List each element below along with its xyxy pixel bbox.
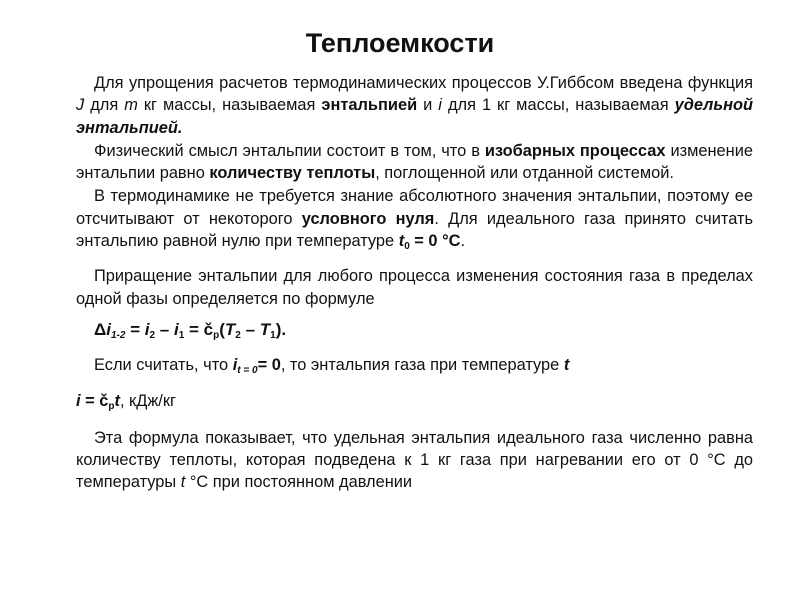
- subscript: 2: [235, 329, 241, 341]
- term-specific-enthalpy: удельной энтальпией.: [76, 96, 753, 137]
- operator: (: [219, 319, 225, 339]
- slide-body: [76, 72, 753, 494]
- symbol-c: č: [99, 391, 109, 410]
- subscript: р: [213, 329, 220, 341]
- symbol-t: t: [180, 473, 186, 492]
- slide-title: Теплоемкости: [305, 28, 495, 58]
- symbol-t: t: [114, 391, 120, 410]
- subscript: 1-2: [110, 329, 126, 341]
- paragraph-enthalpy-increment: Приращение энтальпии для любого процесса изменения состояния газа в пределах одной фазы определяется по формуле: [76, 267, 753, 308]
- value: = 0 °С: [409, 232, 461, 251]
- paragraph-physical-meaning: [76, 140, 753, 185]
- symbol-J: J: [76, 96, 85, 115]
- subscript: t = 0: [237, 365, 258, 377]
- text: , поглощенной или отданной системой.: [375, 164, 674, 183]
- symbol-i: i: [76, 391, 81, 410]
- operator: =: [184, 319, 204, 339]
- text: Для упрощения расчетов термодинамических процессов У.Гиббсом введена функция: [94, 74, 753, 92]
- symbol-i: i: [232, 356, 238, 375]
- text: изменение энтальпии равно: [76, 141, 753, 183]
- operator: –: [155, 319, 174, 339]
- paragraph-zero-condition: [76, 354, 753, 382]
- text: Физический смысл энтальпии состоит в том, что в: [94, 141, 485, 160]
- symbol-m: m: [124, 96, 138, 115]
- subscript: 1: [270, 329, 276, 341]
- operator: =: [125, 319, 145, 339]
- symbol-i: i: [173, 319, 179, 339]
- operator: =: [80, 391, 100, 410]
- text: для 1 кг массы, называемая: [441, 96, 675, 115]
- formula-specific-enthalpy: [76, 390, 753, 418]
- term-heat-quantity: количеству теплоты: [209, 164, 376, 183]
- symbol-i: i: [106, 319, 111, 339]
- text: Эта формула показывает, что удельная энтальпия идеального газа численно равна количеству теплоты, которая подведена к 1 кг газа при нагревании его от 0 °С до температуры: [76, 428, 753, 492]
- delta-symbol: Δ: [94, 319, 107, 339]
- term-isobaric-processes: изобарных процессах: [484, 141, 666, 160]
- text: , то энтальпия газа при температуре: [280, 356, 564, 375]
- text: Если считать, что: [94, 356, 233, 375]
- term-enthalpy: энтальпией: [321, 96, 418, 115]
- text: . Для идеального газа принято считать энтальпию равной нулю при температуре: [76, 209, 753, 251]
- symbol-T: T: [224, 319, 236, 339]
- subscript: 2: [149, 329, 156, 341]
- operator: –: [240, 319, 260, 339]
- text: .: [460, 232, 466, 251]
- value: = 0: [257, 356, 281, 375]
- formula-enthalpy-change: [76, 319, 753, 347]
- symbol-t: t: [563, 356, 570, 375]
- subscript: 0: [404, 241, 410, 253]
- paragraph-gibbs-function: [76, 72, 753, 139]
- text: для: [84, 96, 125, 115]
- subscript: 1: [178, 329, 185, 341]
- text: °С при постоянном давлении: [185, 473, 413, 492]
- text: кг массы, называемая: [137, 96, 322, 115]
- text: В термодинамике не требуется знание абсолютного значения энтальпии, поэтому ее отсчитывают от некоторого: [76, 187, 753, 228]
- unit: , кДж/кг: [119, 391, 176, 410]
- text: и: [417, 96, 439, 115]
- symbol-c: č: [203, 319, 214, 339]
- operator: ).: [275, 319, 287, 339]
- symbol-i: i: [144, 319, 150, 339]
- paragraph-conclusion: [76, 427, 753, 494]
- term-conditional-zero: условного нуля: [301, 209, 435, 228]
- symbol-i: i: [438, 96, 442, 115]
- symbol-T: T: [259, 319, 271, 339]
- symbol-t: t: [398, 232, 405, 251]
- subscript: р: [108, 400, 115, 412]
- paragraph-reference-zero: [76, 185, 753, 258]
